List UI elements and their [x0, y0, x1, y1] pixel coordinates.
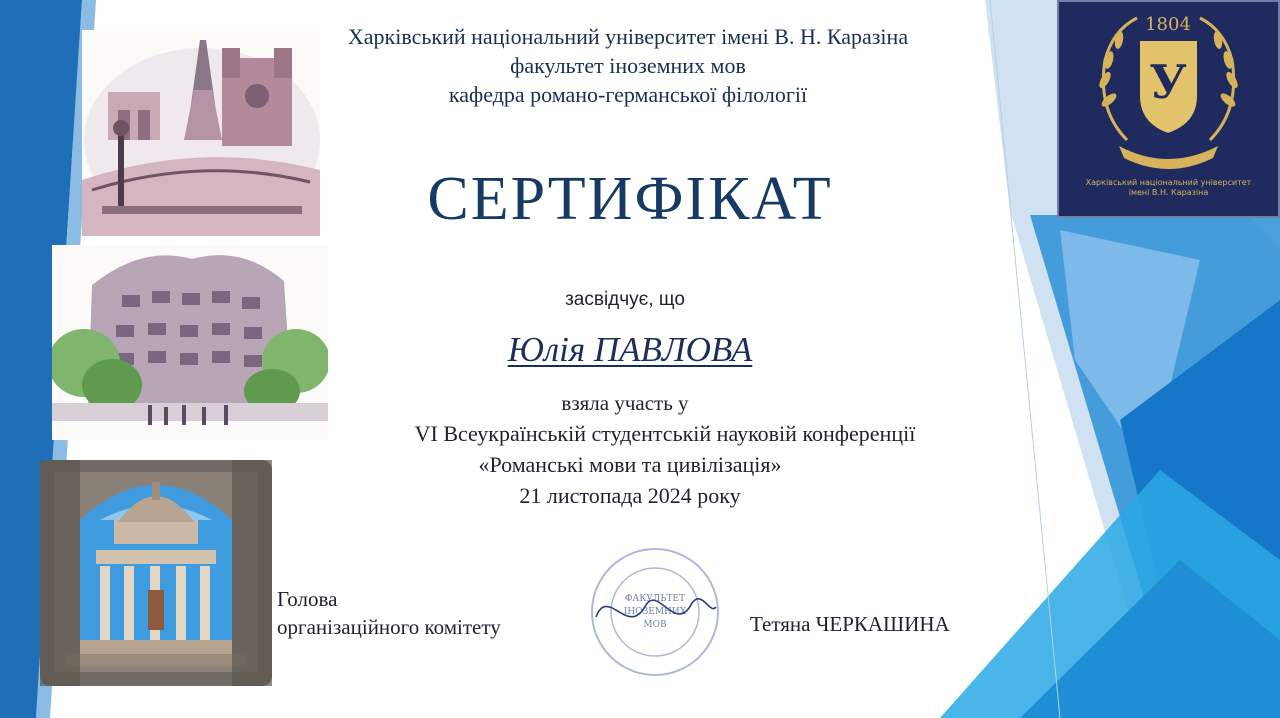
casa-mila-illustration — [52, 245, 328, 440]
conference-date: 21 листопада 2024 року — [519, 483, 741, 508]
testifies-text: засвідчує, що — [565, 289, 685, 310]
faculty-name: факультет іноземних мов — [510, 53, 746, 78]
university-logo — [1057, 0, 1280, 218]
university-header — [270, 22, 986, 109]
recipient-name-text: Юлія ПАВЛОВА — [507, 330, 753, 369]
certificate-title: СЕРТИФІКАТ — [427, 165, 833, 233]
tempietto-illustration — [40, 460, 272, 686]
stamp-line2: ІНОЗЕМНИХ — [623, 607, 687, 617]
signatory-role-line2: організаційного комітету — [277, 615, 501, 639]
logo-caption-line1: Харківський національний університет — [1085, 178, 1252, 187]
signatory-role-line1: Голова — [277, 587, 338, 611]
emblem-letter: У — [1149, 55, 1187, 109]
university-name: Харківський національний університет імені В. Н. Каразіна — [347, 24, 909, 49]
signatory-name: Тетяна ЧЕРКАШИНА — [750, 612, 950, 636]
signatory-role — [277, 585, 501, 641]
university-emblem — [1057, 0, 1280, 178]
stamp-line1: ФАКУЛЬТЕТ — [625, 594, 685, 604]
conference-name: «Романські мови та цивілізація» — [478, 452, 782, 477]
logo-caption — [1057, 178, 1280, 198]
official-stamp — [588, 545, 722, 679]
conference-text: VI Всеукраїнській студентській науковій конференції — [414, 421, 916, 446]
logo-caption-line2: імені В.Н. Каразіна — [1128, 188, 1209, 197]
took-part-text: взяла участь у — [561, 391, 689, 415]
stamp-line3: МОВ — [643, 620, 667, 630]
recipient-name — [420, 330, 840, 370]
emblem-year: 1804 — [1145, 14, 1191, 35]
department-name: кафедра романо-германської філології — [448, 82, 808, 107]
